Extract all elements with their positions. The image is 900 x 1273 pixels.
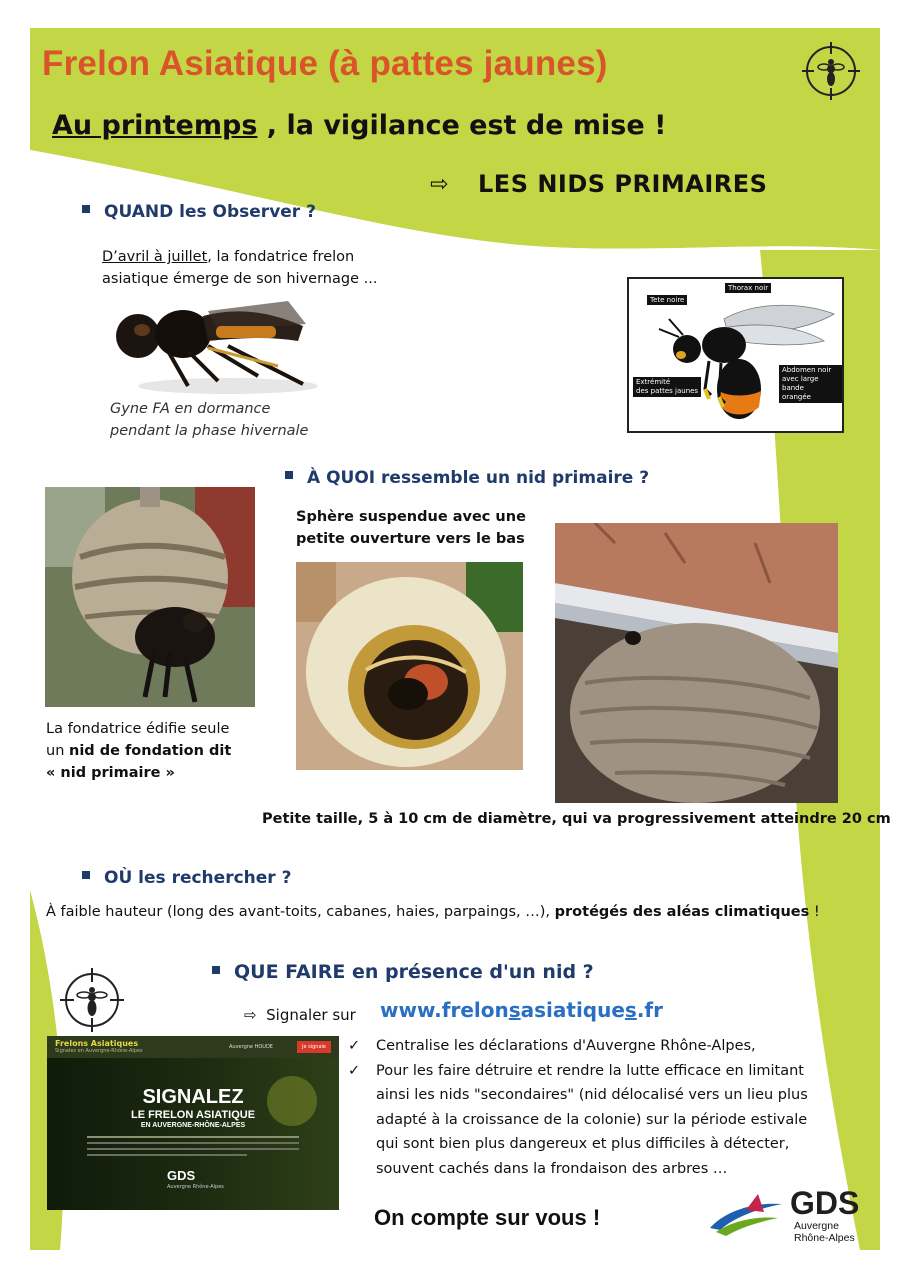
bullet-icon: [82, 205, 90, 213]
quand-heading: QUAND les Observer ?: [82, 202, 316, 222]
quand-text: D’avril à juillet, la fondatrice frelon asiatique émerge de son hivernage ...: [102, 249, 378, 287]
subtitle-rest: , la vigilance est de mise !: [257, 110, 667, 141]
page-title: Frelon Asiatique (à pattes jaunes): [42, 44, 608, 83]
label-thorax: Thorax noir: [725, 283, 771, 293]
dormant-caption: Gyne FA en dormance pendant la phase hivernale: [110, 401, 309, 439]
ou-text: À faible hauteur (long des avant-toits, cabanes, haies, parpaings, …), protégés des aléas climatiques !: [46, 904, 820, 920]
quoi-heading: À QUOI ressemble un nid primaire ?: [285, 468, 649, 488]
list-item: ✓ Pour les faire détruire et rendre la lutte efficace en limitant ainsi les nids "secondaires" (nid délocalisé vers un lieu plus adapté à la croissance de la colonie) sur la période estivale qui sont bien plus dangereux et plus difficiles à détecter, souvent cachés dans la frondaison des arbres …: [348, 1059, 828, 1182]
hornet-diagram: [627, 277, 844, 433]
bullet-icon: [212, 966, 220, 974]
screenshot-button: Je signale: [297, 1041, 331, 1053]
gds-name: GDS: [790, 1185, 860, 1221]
ou-heading: OÙ les rechercher ?: [82, 868, 291, 888]
list-item: ✓ Centralise les déclarations d'Auvergne Rhône-Alpes,: [348, 1034, 828, 1059]
label-abdomen: Abdomen noir avec large bande orangée: [779, 365, 842, 403]
screenshot-region: Auvergne HOUDE: [229, 1044, 273, 1050]
fondatrice-nest-photo: [45, 487, 255, 707]
screenshot-gds-sub: Auvergne Rhône-Alpes: [167, 1184, 224, 1190]
open-sphere-nest-photo: [296, 562, 523, 770]
sphere-desc: Sphère suspendue avec une petite ouverture vers le bas: [296, 509, 526, 547]
nids-heading: LES NIDS PRIMAIRES: [478, 170, 768, 198]
check-icon: ✓: [348, 1038, 361, 1054]
label-pattes: Extrémité des pattes jaunes: [633, 377, 701, 397]
bullet-icon: [285, 471, 293, 479]
frelons-link[interactable]: www.frelonsasiatiques.fr: [380, 998, 663, 1022]
screenshot-site-sub: Signalez en Auvergne-Rhône-Alpes: [55, 1048, 143, 1054]
hornet-target-icon: [58, 966, 126, 1034]
size-text: Petite taille, 5 à 10 cm de diamètre, qui va progressivement atteindre 20 cm: [262, 811, 891, 827]
signaler-label: ⇨ Signaler sur: [244, 1006, 356, 1024]
closing-text: On compte sur vous !: [374, 1205, 601, 1230]
fondatrice-text: La fondatrice édifie seule un nid de fondation dit « nid primaire »: [46, 721, 232, 781]
roof-nest-photo: [555, 523, 838, 803]
quand-period: D’avril à juillet: [102, 249, 208, 265]
check-icon: ✓: [348, 1062, 361, 1079]
gds-swoosh-logo-icon: [706, 1190, 786, 1240]
page-subtitle: [52, 110, 666, 141]
faire-heading: QUE FAIRE en présence d'un nid ?: [212, 961, 594, 983]
label-tete: Tete noire: [647, 295, 687, 305]
screenshot-site: Frelons Asiatiques: [55, 1039, 139, 1048]
bullet-icon: [82, 871, 90, 879]
arrow-icon: ⇨: [430, 172, 449, 197]
gds-region: Auvergne Rhône-Alpes: [794, 1220, 855, 1244]
subtitle-season: Au printemps: [52, 110, 258, 141]
dormant-queen-photo: [108, 296, 318, 396]
screenshot-gds: GDS: [167, 1168, 196, 1183]
screenshot-big3: EN AUVERGNE-RHÔNE-ALPES: [140, 1122, 246, 1129]
hornet-logo-icon: [800, 40, 862, 102]
screenshot-big1: SIGNALEZ: [142, 1086, 244, 1108]
screenshot-big2: LE FRELON ASIATIQUE: [130, 1109, 256, 1121]
website-screenshot: [47, 1036, 339, 1210]
actions-list: [348, 1034, 828, 1181]
